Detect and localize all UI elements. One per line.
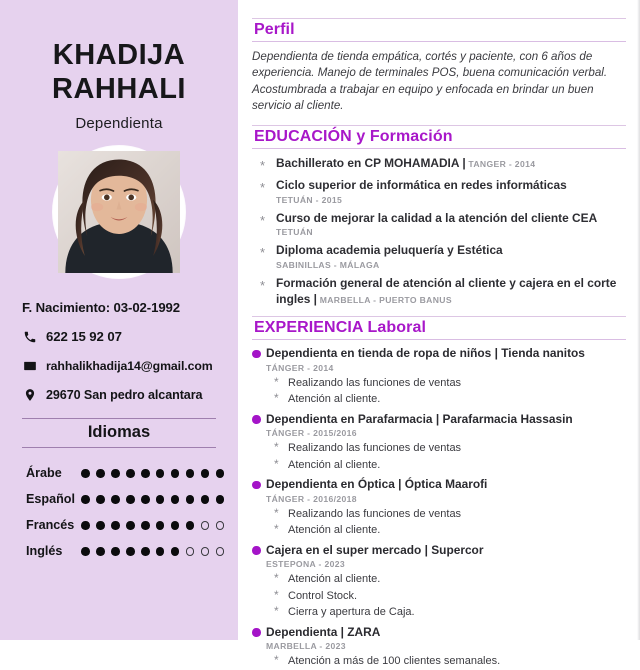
avatar	[53, 146, 185, 278]
experience-task-text: Atención a más de 100 clientes semanales.	[288, 655, 501, 668]
profile-photo	[58, 151, 180, 273]
experience-task	[252, 522, 626, 539]
rating-dot-filled	[216, 469, 225, 478]
education-title: Bachillerato en CP MOHAMADIA | TANGER - 2014	[276, 155, 536, 170]
rating-dot-empty	[216, 547, 225, 556]
rating-dot-filled	[156, 495, 165, 504]
asterisk-bullet-icon: *	[260, 277, 266, 293]
phone-icon	[22, 329, 37, 344]
profile-summary: Dependienta de tienda empática, cortés y paciente, con 6 años de experiencia. Manejo de terminales POS, buena comunicación verbal. Acostumbrada a trabajar en equipo y enfocada en brindar un buen servicio al cliente.	[252, 50, 608, 113]
experience-task-list	[252, 571, 626, 621]
asterisk-bullet-icon: *	[260, 179, 266, 195]
language-rating-dots	[81, 469, 224, 478]
experience-task	[252, 604, 626, 621]
rating-dot-empty	[186, 547, 195, 556]
rating-dot-filled	[186, 469, 195, 478]
contact-phone[interactable]	[22, 329, 224, 344]
experience-task	[252, 506, 626, 523]
rating-dot-filled	[156, 469, 165, 478]
section-heading-experiencia: EXPERIENCIA Laboral	[252, 316, 626, 340]
asterisk-bullet-icon: *	[274, 522, 279, 537]
rating-dot-filled	[126, 469, 135, 478]
experience-title: Dependienta en tienda de ropa de niños | Tienda nanitos	[266, 346, 585, 361]
experience-task-text: Control Stock.	[288, 589, 358, 602]
language-row-arabe	[26, 460, 224, 486]
education-meta: SABINILLAS - MÁLAGA	[276, 259, 380, 270]
experience-item	[252, 543, 626, 621]
rating-dot-filled	[171, 521, 180, 530]
rating-dot-empty	[201, 547, 210, 556]
asterisk-bullet-icon: *	[274, 653, 279, 668]
language-row-espanol	[26, 486, 224, 512]
asterisk-bullet-icon: *	[260, 245, 266, 261]
education-item	[252, 156, 626, 172]
language-label: Español	[26, 492, 75, 507]
asterisk-bullet-icon: *	[274, 374, 279, 389]
address-text: 29670 San pedro alcantara	[46, 387, 203, 402]
rating-dot-filled	[141, 521, 150, 530]
asterisk-bullet-icon: *	[274, 604, 279, 619]
experience-item	[252, 346, 626, 407]
experience-meta: TÁNGER - 2016/2018	[266, 493, 357, 504]
language-rating-dots	[81, 521, 224, 530]
section-heading-perfil: Perfil	[252, 18, 626, 42]
contact-list	[14, 300, 224, 402]
education-meta: TETUÁN	[276, 227, 313, 238]
education-item-body	[276, 156, 626, 172]
education-item	[252, 243, 626, 270]
last-name: RAHHALI	[52, 73, 186, 106]
asterisk-bullet-icon: *	[260, 157, 266, 173]
rating-dot-empty	[216, 521, 225, 530]
location-pin-icon	[22, 387, 37, 402]
rating-dot-filled	[111, 521, 120, 530]
experience-task	[252, 391, 626, 408]
education-meta: TETUÁN - 2015	[276, 194, 343, 205]
rating-dot-filled	[126, 521, 135, 530]
experience-meta: ESTEPONA - 2023	[266, 559, 345, 570]
rating-dot-filled	[171, 547, 180, 556]
rating-dot-filled	[186, 521, 195, 530]
experience-meta: MARBELLA - 2023	[266, 641, 346, 652]
purple-bullet-icon	[252, 546, 266, 555]
rating-dot-filled	[81, 547, 90, 556]
languages-list	[14, 460, 224, 564]
birthdate-label: F. Nacimiento: 03-02-1992	[22, 300, 181, 316]
rating-dot-filled	[201, 495, 210, 504]
rating-dot-filled	[81, 469, 90, 478]
experience-meta: TÁNGER - 2014	[266, 362, 334, 373]
language-label: Francés	[26, 518, 75, 533]
experience-task-text: Atención al cliente.	[288, 573, 381, 586]
experience-item-header	[252, 346, 626, 361]
purple-bullet-icon	[252, 481, 266, 490]
experience-task-list	[252, 653, 626, 670]
education-item-body	[276, 243, 626, 270]
rating-dot-filled	[96, 495, 105, 504]
language-row-ingles	[26, 538, 224, 564]
experience-task	[252, 440, 626, 457]
first-name: KHADIJA	[52, 39, 186, 71]
experience-task-list	[252, 440, 626, 473]
phone-number: 622 15 92 07	[46, 329, 122, 345]
rating-dot-filled	[141, 469, 150, 478]
language-rating-dots	[81, 547, 224, 556]
rating-dot-filled	[186, 495, 195, 504]
education-title: Curso de mejorar la calidad a la atención del cliente CEA	[276, 210, 598, 225]
education-title: Ciclo superior de informática en redes informáticas	[276, 177, 567, 192]
education-title: Diploma academia peluquería y Estética	[276, 243, 503, 258]
rating-dot-empty	[201, 521, 210, 530]
contact-birthdate	[22, 300, 224, 315]
rating-dot-filled	[111, 469, 120, 478]
asterisk-bullet-icon: *	[274, 391, 279, 406]
rating-dot-filled	[81, 521, 90, 530]
rating-dot-filled	[201, 469, 210, 478]
experience-item	[252, 477, 626, 538]
education-item	[252, 211, 626, 238]
experience-task	[252, 653, 626, 670]
education-item	[252, 276, 626, 307]
education-item	[252, 178, 626, 205]
experience-task	[252, 571, 626, 588]
name-block	[14, 0, 224, 132]
contact-email[interactable]	[22, 358, 224, 373]
rating-dot-filled	[96, 547, 105, 556]
experience-item-header	[252, 625, 626, 640]
job-role: Dependienta	[75, 115, 163, 133]
language-row-frances	[26, 512, 224, 538]
experience-task-list	[252, 375, 626, 408]
education-item-body	[276, 211, 626, 238]
asterisk-bullet-icon: *	[274, 440, 279, 455]
experience-item-header	[252, 543, 626, 558]
language-label: Inglés	[26, 544, 63, 559]
education-meta-inline: TANGER - 2014	[465, 158, 536, 169]
rating-dot-filled	[171, 495, 180, 504]
experience-title: Dependienta en Óptica | Óptica Maarofi	[266, 477, 488, 492]
purple-bullet-icon	[252, 350, 266, 359]
experience-title: Cajera en el super mercado | Supercor	[266, 542, 484, 557]
experience-task	[252, 457, 626, 474]
language-label: Árabe	[26, 466, 62, 481]
education-item-body	[276, 276, 626, 307]
contact-address[interactable]	[22, 387, 224, 402]
rating-dot-filled	[96, 521, 105, 530]
rating-dot-filled	[141, 495, 150, 504]
language-rating-dots	[81, 495, 224, 504]
rating-dot-filled	[111, 547, 120, 556]
experience-title: Dependienta | ZARA	[266, 624, 381, 639]
email-address: rahhalikhadija14@gmail.com	[46, 358, 213, 373]
experience-task-text: Atención al cliente.	[288, 524, 381, 537]
sidebar	[0, 0, 238, 640]
experience-item	[252, 625, 626, 670]
section-heading-educacion: EDUCACIÓN y Formación	[252, 125, 626, 149]
asterisk-bullet-icon: *	[274, 587, 279, 602]
rating-dot-filled	[156, 521, 165, 530]
education-list	[252, 156, 626, 308]
experience-task-text: Atención al cliente.	[288, 393, 381, 406]
rating-dot-filled	[216, 495, 225, 504]
experience-title: Dependienta en Parafarmacia | Parafarmacia Hassasin	[266, 411, 573, 426]
experience-meta: TÁNGER - 2015/2016	[266, 428, 357, 439]
rating-dot-filled	[141, 547, 150, 556]
experience-task-list	[252, 506, 626, 539]
main-content	[238, 0, 640, 668]
rating-dot-filled	[96, 469, 105, 478]
education-meta-inline: MARBELLA - PUERTO BANUS	[317, 294, 452, 305]
asterisk-bullet-icon: *	[274, 571, 279, 586]
portrait-illustration	[58, 151, 180, 273]
experience-item-header	[252, 412, 626, 427]
experience-task-text: Realizando las funciones de ventas	[288, 442, 462, 455]
education-item-body	[276, 178, 626, 205]
rating-dot-filled	[126, 495, 135, 504]
asterisk-bullet-icon: *	[274, 505, 279, 520]
experience-item-header	[252, 477, 626, 492]
experience-task-text: Cierra y apertura de Caja.	[288, 606, 415, 619]
education-title: Formación general de atención al cliente y cajera en el corte ingles | MARBELLA - PUERTO BANUS	[276, 275, 617, 306]
rating-dot-filled	[126, 547, 135, 556]
purple-bullet-icon	[252, 415, 266, 424]
experience-task-text: Realizando las funciones de ventas	[288, 376, 462, 389]
experience-task-text: Atención al cliente.	[288, 458, 381, 471]
experience-task	[252, 588, 626, 605]
rating-dot-filled	[156, 547, 165, 556]
purple-bullet-icon	[252, 628, 266, 637]
experience-task	[252, 375, 626, 392]
asterisk-bullet-icon: *	[260, 212, 266, 228]
rating-dot-filled	[81, 495, 90, 504]
experience-item	[252, 412, 626, 473]
languages-heading: Idiomas	[22, 418, 216, 448]
rating-dot-filled	[171, 469, 180, 478]
email-icon	[22, 358, 37, 373]
rating-dot-filled	[111, 495, 120, 504]
experience-task-text: Realizando las funciones de ventas	[288, 507, 462, 520]
experience-list	[252, 346, 626, 669]
asterisk-bullet-icon: *	[274, 456, 279, 471]
